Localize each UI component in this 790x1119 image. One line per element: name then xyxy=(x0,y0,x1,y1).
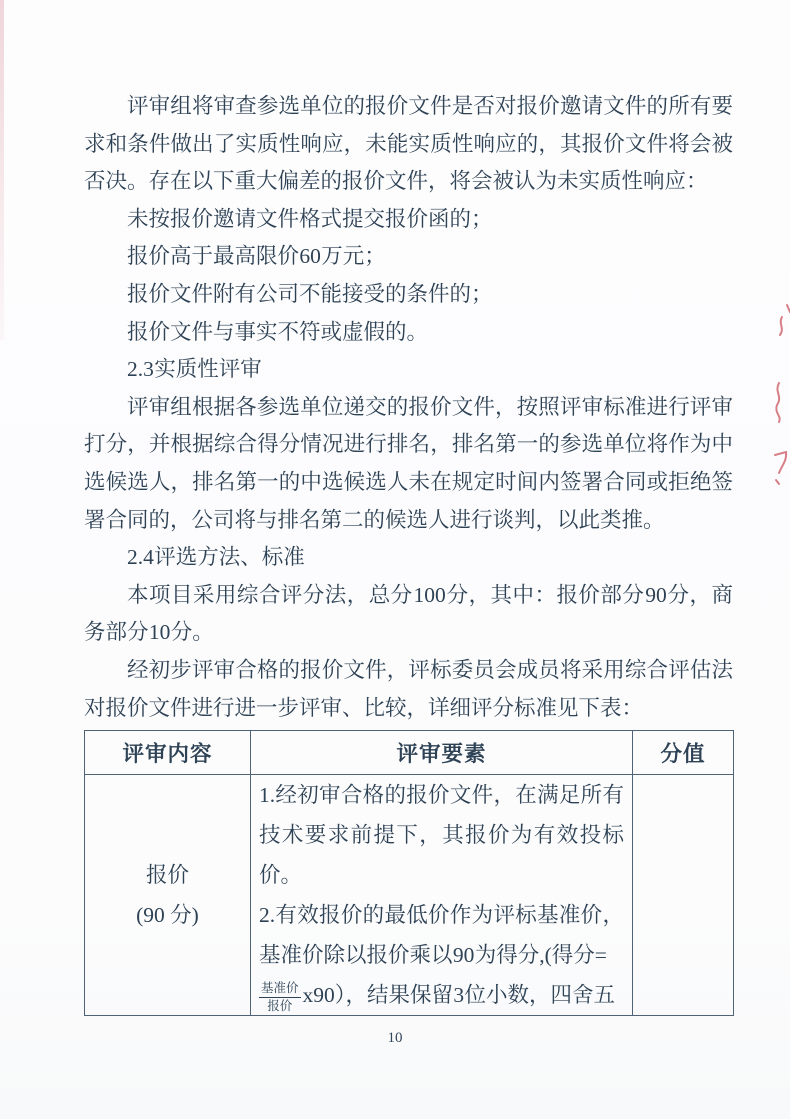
section-heading-2-4: 2.4 评选方法、标准 xyxy=(127,545,305,570)
red-ink-marks xyxy=(760,303,790,493)
column-header-review-elements: 评审要素 xyxy=(251,731,633,775)
section-heading-2-3: 2.3 实质性评审 xyxy=(127,357,262,382)
list-item-deviation-1: 未按报价邀请文件格式提交报价函的； xyxy=(127,206,493,231)
review-element-2: 2.有效报价的最低价作为评标基准价，基准价除以报价乘以 90 为得分,(得分= xyxy=(259,903,624,967)
cell-review-content-line1: 报价 xyxy=(145,863,189,887)
table-row-price xyxy=(85,775,734,1016)
score-fraction xyxy=(259,981,301,1014)
page-number: 10 xyxy=(387,1030,403,1046)
scan-edge-artifact xyxy=(0,0,4,340)
column-header-score: 分值 xyxy=(633,731,734,775)
review-element-1: 1.经初审合格的报价文件，在满足所有技术要求前提下，其报价为有效投标价。 xyxy=(259,783,624,887)
cell-review-content-line2: (90 分) xyxy=(136,903,199,927)
cell-review-elements xyxy=(251,775,633,1016)
list-item-deviation-3: 报价文件附有公司不能接受的条件的； xyxy=(127,281,493,306)
paragraph-substantive-review: 评审组根据各参选单位递交的报价文件，按照评审标准进行评审打分，并根据综合得分情况进行排名，排名第一的参选单位将作为中选候选人，排名第一的中选候选人未在规定时间内签署合同或拒绝签署合同的，公司将与排名第二的候选人进行谈判，以此类推。 xyxy=(84,394,733,532)
table-header-row xyxy=(85,731,734,775)
document-body xyxy=(84,88,733,727)
list-item-deviation-2: 报价高于最高限价 60 万元； xyxy=(127,244,386,269)
paragraph-table-intro: 经初步评审合格的报价文件，评标委员会成员将采用综合评估法对报价文件进行进一步评审、比较，详细评分标准见下表： xyxy=(84,657,733,720)
paragraph-scoring-method: 本项目采用综合评分法，总分 100 分，其中：报价部分 90 分，商务部分 10 分。 xyxy=(84,582,733,645)
fraction-denominator: 报价 xyxy=(267,998,293,1013)
fraction-numerator: 基准价 xyxy=(259,981,301,998)
list-item-deviation-4: 报价文件与事实不符或虚假的。 xyxy=(127,319,429,344)
column-header-review-content: 评审内容 xyxy=(85,731,251,775)
cell-score-value xyxy=(633,775,734,1016)
review-element-2-formula xyxy=(259,975,624,1015)
paragraph-substantive-response: 评审组将审查参选单位的报价文件是否对报价邀请文件的所有要求和条件做出了实质性响应，未能实质性响应的，其报价文件将会被否决。存在以下重大偏差的报价文件，将会被认为未实质性响应： xyxy=(84,94,733,194)
cell-review-content xyxy=(85,775,251,1016)
evaluation-criteria-table xyxy=(84,730,734,1016)
formula-tail-text: x90），结果保留 3 位小数，四舍五 xyxy=(302,983,616,1007)
